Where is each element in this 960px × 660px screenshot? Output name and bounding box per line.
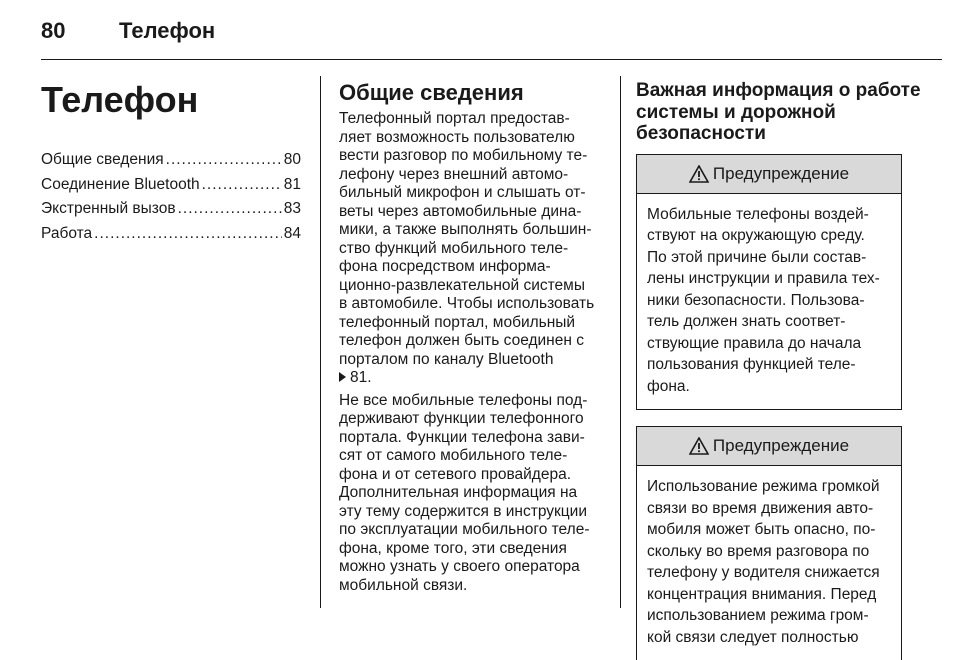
text-line: телефонный портал, мобильный: [339, 313, 576, 331]
warning-text: [637, 466, 901, 660]
text-line: лены инструкции и правила тех-: [647, 270, 880, 287]
text-line: держивают функции телефонного: [339, 410, 584, 427]
column-divider-2: [620, 76, 621, 608]
page-number: 80: [41, 18, 66, 43]
paragraph-1: [339, 110, 603, 388]
toc-entry-page: 81: [283, 175, 301, 193]
toc-entry-label: Соединение Bluetooth: [41, 175, 200, 193]
column-divider-1: [320, 76, 321, 608]
text-line: ствующие правила до начала: [647, 334, 862, 352]
text-line: ники безопасности. Пользова-: [647, 291, 865, 309]
warning-text: [637, 194, 901, 410]
toc-list: [41, 148, 301, 246]
text-line: в автомобиле. Чтобы использовать: [339, 295, 595, 312]
text-line: Не все мобильные телефоны под-: [339, 391, 588, 409]
text-line: ствуют на окружающую среду.: [647, 227, 865, 244]
text-line: ство функций мобильного теле-: [339, 239, 569, 257]
text-line: мобильной связи.: [339, 576, 468, 594]
running-section-title: Телефон: [119, 18, 216, 43]
toc-entry-page: 80: [283, 151, 301, 168]
heading-line: системы и дорожной: [636, 101, 836, 123]
text-line: вести разговор по мобильному те-: [339, 147, 588, 164]
text-line: веты через автомобильные дина-: [339, 202, 582, 220]
text-line: фона посредством информа-: [339, 258, 551, 275]
safety-heading: [636, 80, 921, 145]
toc-entry[interactable]: [41, 197, 301, 222]
toc-entry-page: 83: [283, 200, 301, 217]
paragraph-2: [339, 392, 603, 596]
text-line: концентрация внимания. Перед: [647, 585, 877, 603]
toc-leader-dots: [178, 197, 282, 222]
xref-page: 81.: [350, 369, 372, 386]
toc-entry[interactable]: [41, 173, 301, 198]
text-line: лефону через внешний автомо-: [339, 165, 569, 183]
safety-section: [636, 76, 921, 660]
toc-entry-label: Работа: [41, 224, 93, 242]
toc-leader-dots: [94, 222, 282, 247]
warning-header: [637, 155, 901, 194]
text-line: Телефонный портал предостав-: [339, 110, 570, 127]
warning-triangle-icon: [689, 437, 709, 455]
chapter-title: Телефон: [41, 79, 199, 120]
text-line: телефону у водителя снижается: [647, 564, 880, 581]
toc-leader-dots: [166, 148, 282, 173]
text-line: тель должен знать соответ-: [647, 313, 846, 330]
toc-entry-page: 84: [283, 224, 301, 242]
toc-entry-label: Экстренный вызов: [41, 200, 176, 217]
warning-box: [636, 154, 902, 411]
text-line: Мобильные телефоны воздей-: [647, 205, 869, 223]
warning-triangle-icon: [689, 165, 709, 183]
text-line: сят от самого мобильного теле-: [339, 447, 568, 464]
cross-reference[interactable]: [339, 369, 603, 388]
text-line: Использование режима громкой: [647, 478, 880, 495]
warning-title: Предупреждение: [712, 163, 850, 183]
text-line: по эксплуатации мобильного теле-: [339, 521, 590, 538]
text-line: По этой причине были состав-: [647, 248, 867, 266]
text-line: можно узнать у своего оператора: [339, 558, 580, 575]
text-line: скольку во время разговора по: [647, 542, 870, 560]
toc-leader-dots: [202, 173, 282, 198]
warning-title: Предупреждение: [712, 436, 850, 455]
text-line: порталом по каналу Bluetooth: [339, 350, 554, 368]
toc-entry-label: Общие сведения: [41, 151, 164, 168]
text-line: мики, а также выполнять большин-: [339, 221, 592, 238]
text-line: мобиля может быть опасно, по-: [647, 521, 876, 538]
general-info-section: [339, 76, 603, 599]
chapter-toc: [41, 76, 301, 246]
toc-entry[interactable]: [41, 222, 301, 247]
text-line: пользования функцией теле-: [647, 356, 856, 373]
heading-line: Важная информация о работе: [636, 80, 921, 101]
text-line: эту тему содержится в инструкции: [339, 502, 587, 520]
xref-arrow-icon: [339, 372, 346, 382]
text-line: телефон должен быть соединен с: [339, 332, 584, 349]
warning-box: [636, 426, 902, 660]
text-line: Дополнительная информация на: [339, 484, 578, 501]
text-line: использованием режима гром-: [647, 607, 869, 624]
text-line: портала. Функции телефона зави-: [339, 428, 585, 446]
warning-header: [637, 427, 901, 466]
text-line: ляет возможность пользователю: [339, 128, 575, 146]
text-line: фона, кроме того, эти сведения: [339, 539, 567, 557]
text-line: бильный микрофон и слышать от-: [339, 184, 586, 201]
text-line: фона и от сетевого провайдера.: [339, 465, 572, 483]
text-line: связи во время движения авто-: [647, 499, 874, 517]
text-line: кой связи следует полностью: [647, 628, 859, 646]
section-heading: Общие сведения: [339, 80, 524, 105]
text-line: ционно-развлекательной системы: [339, 276, 585, 294]
heading-line: безопасности: [636, 123, 766, 144]
header-divider: [41, 59, 942, 60]
text-line: фона.: [647, 377, 690, 395]
toc-entry[interactable]: [41, 148, 301, 173]
